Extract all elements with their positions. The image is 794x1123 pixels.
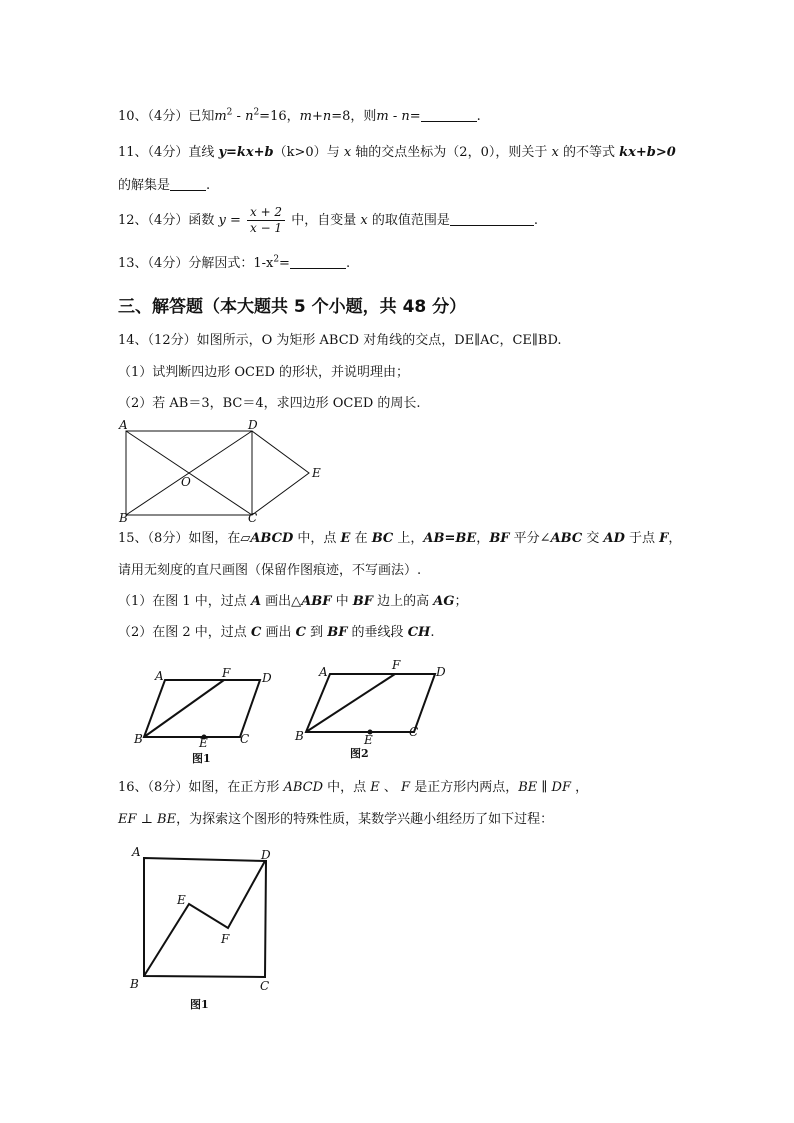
label-a: A [319, 665, 328, 679]
label-b: B [134, 732, 143, 746]
parallelogram-abcd [144, 680, 260, 737]
label-c: C [409, 725, 419, 739]
figure-15-2-parallelogram [292, 658, 452, 768]
segment-bf [306, 674, 395, 732]
fraction: $\frac{x + 2}{x - 1}$ [247, 205, 285, 236]
question-12: 12、（4分）函数 y = $\frac{x + 2}{x - 1}$ 中，自变量 x 的取值范围是 . [118, 205, 538, 235]
label-d: D [261, 848, 271, 862]
label-d: D [262, 671, 272, 685]
answer-blank [290, 255, 346, 269]
question-14-part2: （2）若 AB＝3，BC＝4，求四边形 OCED 的周长. [118, 396, 421, 411]
label-a: A [132, 845, 141, 859]
figure-15-1-parallelogram [130, 665, 280, 770]
square-abcd [144, 858, 266, 977]
question-15: 15、（8分）如图，在▱ABCD 中，点 E 在 BC 上，AB=BE，BF 平分∠ABC 交 AD 于点 F， [118, 531, 682, 546]
question-15-part1: （1）在图 1 中，过点 A 画出△ABF 中 BF 边上的高 AG； [118, 594, 468, 609]
label-d: D [436, 665, 446, 679]
figure-caption: 图2 [350, 747, 369, 760]
label-b: B [295, 729, 304, 743]
label-a: A [155, 669, 164, 683]
question-13: 13、（4分）分解因式：$1-x^2=$ . [118, 254, 351, 271]
segments-de-ec [252, 431, 309, 515]
path-b-e-f-d [144, 861, 265, 976]
answer-blank [170, 177, 206, 191]
answer-blank [450, 212, 534, 226]
section-heading: 三、解答题（本大题共 5 个小题，共 48 分） [118, 297, 467, 317]
label-e: E [199, 736, 208, 750]
parallelogram-abcd [306, 674, 435, 732]
question-11: 11、（4分）直线 y=kx+b（k>0）与 x 轴的交点坐标为（2，0），则关于 x 的不等式 kx+b>0 [118, 145, 676, 160]
question-16: 16、（8分）如图，在正方形 ABCD 中，点 E 、 F 是正方形内两点，BE ∥ DF ， [118, 780, 589, 795]
question-16-line2: EF ⊥ BE，为探索这个图形的特殊性质，某数学兴趣小组经历了如下过程： [118, 812, 554, 827]
answer-blank [421, 108, 477, 122]
label-b: B [119, 511, 128, 525]
label-d: D [248, 418, 258, 432]
label-e: E [177, 893, 186, 907]
figure-caption: 图1 [192, 752, 211, 765]
question-11-line2: 的解集是 . [118, 178, 211, 193]
question-15-line2: 请用无刻度的直尺画图（保留作图痕迹，不写画法）. [118, 563, 422, 578]
figure-caption: 图1 [190, 998, 209, 1011]
segment-bf [144, 680, 224, 737]
label-a: A [119, 418, 128, 432]
question-14: 14、（12分）如图所示，O 为矩形 ABCD 对角线的交点，DE∥AC，CE∥BD. [118, 333, 562, 348]
label-f: F [392, 658, 401, 672]
label-c: C [240, 732, 250, 746]
label-o: O [181, 475, 191, 489]
label-c: C [248, 511, 258, 525]
question-15-part2: （2）在图 2 中，过点 C 画出 C 到 BF 的垂线段 CH. [118, 625, 435, 640]
figure-14-rectangle-diagram [115, 416, 335, 526]
label-f: F [221, 932, 230, 946]
question-10: 10、（4分）已知$m^2 - n^2=16$，m+n=8，则m - n= . [118, 107, 481, 124]
question-14-part1: （1）试判断四边形 OCED 的形状，并说明理由； [118, 365, 410, 380]
label-f: F [222, 666, 231, 680]
figure-16-square [126, 842, 286, 1014]
label-b: B [130, 977, 139, 991]
label-c: C [260, 979, 270, 993]
label-e: E [364, 733, 373, 747]
label-e: E [312, 466, 321, 480]
